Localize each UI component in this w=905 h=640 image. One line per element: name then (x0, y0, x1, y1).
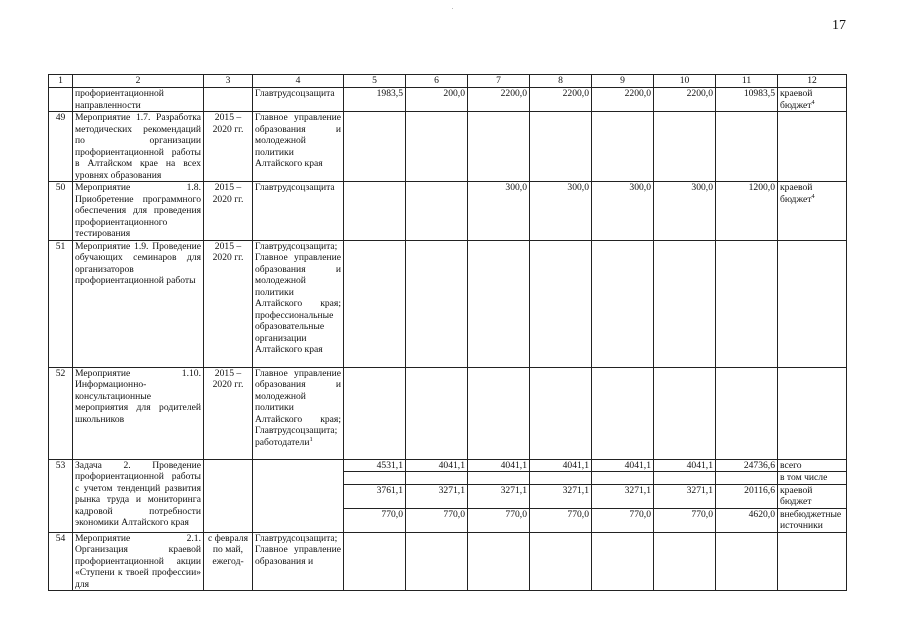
header-cell: 2 (73, 75, 204, 88)
page-number: 17 (832, 18, 846, 33)
scan-speck (452, 8, 453, 9)
value-cell (654, 367, 716, 459)
value-cell (654, 472, 716, 485)
header-cell: 9 (592, 75, 654, 88)
value-cell (406, 112, 468, 182)
value-cell (592, 532, 654, 591)
row-number-cell: 51 (49, 240, 73, 367)
table-row (49, 532, 847, 591)
activity-name-cell: Мероприятие 1.9. Проведение обучающих семинаров для организаторов профориентационной работы (73, 240, 204, 367)
funding-source-cell: краевой бюджет (778, 484, 847, 508)
value-cell: 2200,0 (530, 88, 592, 112)
activity-name-cell: Мероприятие 1.10. Информационно-консультационные мероприятия для родителей школьников (73, 367, 204, 459)
header-cell: 4 (253, 75, 344, 88)
funding-source-cell (778, 112, 847, 182)
value-cell (468, 112, 530, 182)
value-cell (406, 367, 468, 459)
value-cell (716, 240, 778, 367)
period-cell: 2015 – 2020 гг. (204, 367, 253, 459)
value-cell: 2200,0 (468, 88, 530, 112)
table-row (49, 182, 847, 241)
executor-cell: Главтрудсоцзащита (253, 182, 344, 241)
column-number-header (49, 75, 847, 88)
value-cell (468, 367, 530, 459)
footnote-mark: 1 (309, 435, 313, 443)
value-cell (592, 472, 654, 485)
period-cell: 2015 – 2020 гг. (204, 240, 253, 367)
value-cell: 300,0 (468, 182, 530, 241)
value-cell (654, 112, 716, 182)
value-cell: 4041,1 (468, 459, 530, 472)
value-cell (716, 112, 778, 182)
value-cell: 10983,5 (716, 88, 778, 112)
executor-cell (253, 459, 344, 532)
activity-name-cell: профориентационной направленности (73, 88, 204, 112)
value-cell (406, 532, 468, 591)
funding-source-cell (778, 182, 847, 241)
value-cell: 4041,1 (654, 459, 716, 472)
table-row (49, 367, 847, 459)
value-cell: 24736,6 (716, 459, 778, 472)
funding-source-text: краевой бюджет (780, 182, 813, 205)
header-cell: 6 (406, 75, 468, 88)
value-cell: 3271,1 (468, 484, 530, 508)
value-cell: 300,0 (654, 182, 716, 241)
value-cell: 3271,1 (592, 484, 654, 508)
header-cell: 8 (530, 75, 592, 88)
executor-cell: Главное управление образования и молодежной политики Алтайского края (253, 112, 344, 182)
table-row (49, 240, 847, 367)
value-cell: 200,0 (406, 88, 468, 112)
row-number-cell: 53 (49, 459, 73, 532)
value-cell: 3271,1 (654, 484, 716, 508)
activity-name-cell: Задача 2. Проведение профориентационной работы с учетом тенденций развития рынка труда и мониторинга кадровой потребности экономики Алтайского края (73, 459, 204, 532)
footnote-mark: 4 (811, 192, 815, 200)
row-number-cell: 50 (49, 182, 73, 241)
value-cell (654, 532, 716, 591)
value-cell: 4041,1 (592, 459, 654, 472)
value-cell: 4620,0 (716, 508, 778, 532)
table-row (49, 112, 847, 182)
value-cell: 4041,1 (530, 459, 592, 472)
value-cell: 20116,6 (716, 484, 778, 508)
value-cell: 1983,5 (344, 88, 406, 112)
footnote-mark: 4 (811, 98, 815, 106)
header-cell: 5 (344, 75, 406, 88)
value-cell: 3271,1 (406, 484, 468, 508)
funding-source-text: краевой бюджет (780, 88, 813, 111)
header-cell: 1 (49, 75, 73, 88)
value-cell (344, 112, 406, 182)
period-cell (204, 459, 253, 532)
funding-source-cell: всего (778, 459, 847, 472)
period-cell (204, 88, 253, 112)
funding-source-cell: в том числе (778, 472, 847, 485)
value-cell (716, 472, 778, 485)
header-cell: 12 (778, 75, 847, 88)
value-cell: 3271,1 (530, 484, 592, 508)
value-cell (344, 182, 406, 241)
value-cell (468, 532, 530, 591)
funding-source-cell (778, 367, 847, 459)
value-cell (406, 472, 468, 485)
period-cell: 2015 – 2020 гг. (204, 182, 253, 241)
table-row (49, 459, 847, 472)
value-cell (468, 472, 530, 485)
value-cell (530, 472, 592, 485)
activity-name-cell: Мероприятие 1.8. Приобретение программного обеспечения для проведения профориентационного тестирования (73, 182, 204, 241)
value-cell (592, 240, 654, 367)
value-cell: 770,0 (344, 508, 406, 532)
value-cell (530, 240, 592, 367)
table-row (49, 88, 847, 112)
header-cell: 7 (468, 75, 530, 88)
executor-cell (253, 367, 344, 459)
row-number-cell (49, 88, 73, 112)
value-cell: 3761,1 (344, 484, 406, 508)
executor-cell: Главтрудсоцзащита (253, 88, 344, 112)
value-cell (530, 112, 592, 182)
value-cell (468, 240, 530, 367)
value-cell (344, 532, 406, 591)
row-number-cell: 49 (49, 112, 73, 182)
value-cell: 770,0 (592, 508, 654, 532)
value-cell: 770,0 (468, 508, 530, 532)
value-cell (344, 472, 406, 485)
value-cell (406, 182, 468, 241)
value-cell: 300,0 (530, 182, 592, 241)
value-cell: 770,0 (654, 508, 716, 532)
funding-source-cell (778, 532, 847, 591)
value-cell: 770,0 (530, 508, 592, 532)
executor-cell: Главтрудсоцзащита; Главное управление образования и (253, 532, 344, 591)
program-table (48, 74, 847, 591)
funding-source-cell (778, 240, 847, 367)
row-number-cell: 54 (49, 532, 73, 591)
value-cell (716, 367, 778, 459)
executor-cell: Главтрудсоцзащита; Главное управление образования и молодежной политики Алтайского края; профессиональные образовательные организации Алтайского края (253, 240, 344, 367)
period-cell: 2015 – 2020 гг. (204, 112, 253, 182)
value-cell: 4531,1 (344, 459, 406, 472)
value-cell (530, 532, 592, 591)
value-cell (344, 240, 406, 367)
activity-name-cell: Мероприятие 1.7. Разработка методических рекомендаций по организации профориентационной работы в Алтайском крае на всех уровнях образования (73, 112, 204, 182)
value-cell: 2200,0 (592, 88, 654, 112)
value-cell (344, 367, 406, 459)
value-cell (654, 240, 716, 367)
value-cell (592, 112, 654, 182)
header-cell: 3 (204, 75, 253, 88)
value-cell (406, 240, 468, 367)
value-cell (530, 367, 592, 459)
row-number-cell: 52 (49, 367, 73, 459)
value-cell: 770,0 (406, 508, 468, 532)
executor-text: Главное управление образования и молодежной политики Алтайского края; Главтрудсоцзащита; работодатели (255, 367, 341, 448)
period-cell: с февраля по май, ежегод- (204, 532, 253, 591)
value-cell (592, 367, 654, 459)
header-cell: 11 (716, 75, 778, 88)
funding-source-cell (778, 88, 847, 112)
value-cell: 4041,1 (406, 459, 468, 472)
value-cell: 300,0 (592, 182, 654, 241)
funding-source-cell: внебюджетные источники (778, 508, 847, 532)
value-cell: 2200,0 (654, 88, 716, 112)
value-cell (716, 532, 778, 591)
value-cell: 1200,0 (716, 182, 778, 241)
header-cell: 10 (654, 75, 716, 88)
activity-name-cell: Мероприятие 2.1. Организация краевой профориентационной акции «Ступени к твоей профессии» для (73, 532, 204, 591)
